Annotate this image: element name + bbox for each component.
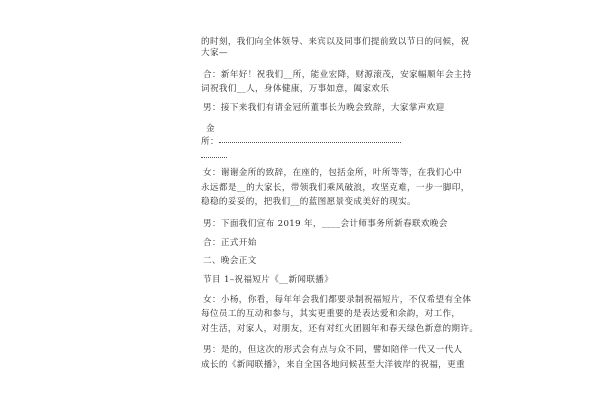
paragraph-line: 每位员工的互动和参与，其实更重要的是表达爱和余韵，对工作， <box>201 309 461 319</box>
speaker-label: 金 <box>206 124 215 134</box>
paragraph-line: 对生活，对家人，对朋友，还有对红火团圆年和春天绿色新意的期许。 <box>201 324 479 334</box>
paragraph-line: 大家— <box>201 48 228 58</box>
paragraph-line: 男：接下来我们有请金冠所董事长为晚会致辞，大家掌声欢迎 <box>203 103 445 113</box>
program-title: 节目 1–祝福短片《__新闻联播》 <box>203 275 334 285</box>
paragraph-line: 永远都是__的大家长，带领我们乘风破浪，攻坚克难，一步一脚印， <box>201 183 470 193</box>
paragraph-line: 词祝我们__人，身体健康，万事如意，阖家欢乐 <box>201 84 390 94</box>
speaker-label: 所： <box>201 137 219 147</box>
paragraph-line: 男：下面我们宣布 2019 年，____会计师事务所新春联欢晚会 <box>203 219 448 229</box>
paragraph-line: 稳稳的妥妥的，把我们__的蓝图愿景变成美好的现实。 <box>201 197 417 207</box>
paragraph-line: 合：正式开始 <box>203 238 257 248</box>
section-heading: 二、晚会正文 <box>203 256 257 266</box>
paragraph-line: 女：谢谢金所的致辞，在座的，包括金所，叶所等等，在我们心中 <box>203 168 463 178</box>
paragraph-line: 合：新年好！祝我们__所，能业宏降，财源滚茂，安家幅顺年会主持 <box>203 70 472 80</box>
dotted-leader <box>201 157 227 158</box>
paragraph-line: 女：小杨，你看，每年年会我们都要录制祝福短片，不仅希望有全体 <box>203 295 472 305</box>
dotted-leader <box>219 142 401 143</box>
paragraph-line: 成长的《新闻联播》，来自全国各地问候甚至大洋彼岸的祝福，更重 <box>201 360 466 370</box>
paragraph-line: 男：是的，但这次的形式会有点与众不同，譬如陪伴一代又一代人 <box>203 345 463 355</box>
paragraph-line: 的时刻，我们向全体领导、来宾以及同事们提前致以节日的问候，祝 <box>201 37 470 47</box>
